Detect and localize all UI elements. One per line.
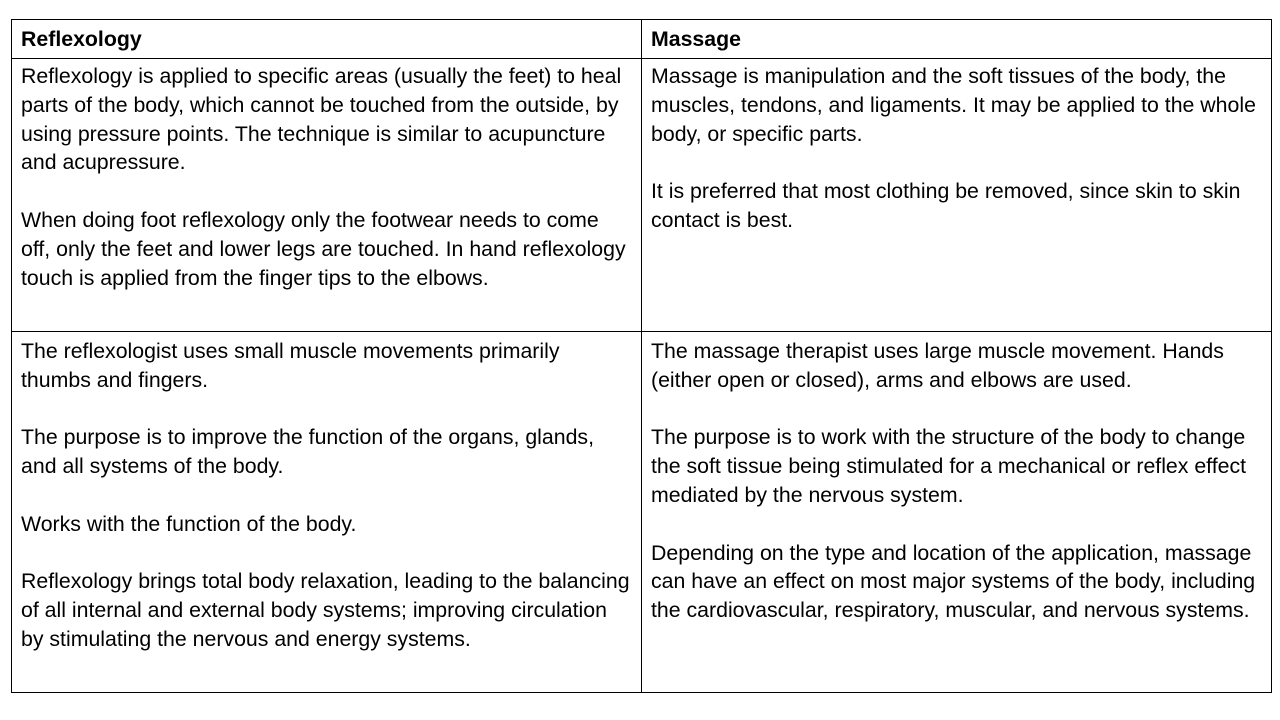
comparison-table <box>11 19 1272 693</box>
paragraph: When doing foot reflexology only the footwear needs to come off, only the feet and lower legs are touched. In hand reflexology touch is applied from the finger tips to the elbows. <box>21 207 626 290</box>
paragraph: The purpose is to improve the function of the organs, glands, and all systems of the body. <box>21 425 594 479</box>
paragraph: The massage therapist uses large muscle movement. Hands (either open or closed), arms and elbows are used. <box>651 339 1224 392</box>
cell-massage <box>642 59 1272 332</box>
paragraph: Works with the function of the body. <box>21 511 357 536</box>
paragraph: The reflexologist uses small muscle movements primarily thumbs and fingers. <box>21 339 560 392</box>
header-massage: Massage <box>642 20 1272 59</box>
table-row <box>12 59 1272 332</box>
paragraph: It is preferred that most clothing be removed, since skin to skin contact is best. <box>651 179 1241 232</box>
paragraph: Reflexology brings total body relaxation, leading to the balancing of all internal and external body systems; improving circulation by stimulating the nervous and energy systems. <box>21 569 630 651</box>
paragraph: Depending on the type and location of the application, massage can have an effect on most major systems of the body, including the cardiovascular, respiratory, muscular, and nervous systems. <box>651 540 1256 623</box>
cell-reflexology <box>12 59 642 332</box>
header-reflexology: Reflexology <box>12 20 642 59</box>
paragraph: The purpose is to work with the structure of the body to change the soft tissue being stimulated for a mechanical or reflex effect mediated by the nervous system. <box>651 425 1247 507</box>
header-row <box>12 20 1272 59</box>
cell-reflexology <box>12 332 642 693</box>
table-row <box>12 332 1272 693</box>
paragraph: Reflexology is applied to specific areas (usually the feet) to heal parts of the body, which cannot be touched from the outside, by using pressure points. The technique is similar to acupuncture and acupressure. <box>21 64 622 175</box>
cell-massage <box>642 332 1272 693</box>
paragraph: Massage is manipulation and the soft tissues of the body, the muscles, tendons, and ligaments. It may be applied to the whole body, or specific parts. <box>651 64 1256 146</box>
